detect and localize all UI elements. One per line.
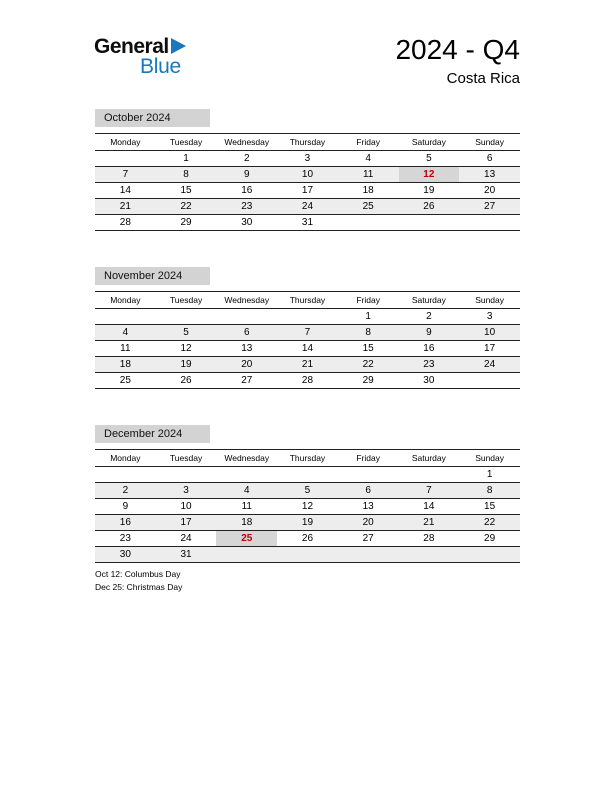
day-cell: 25 [119,375,131,386]
quarter-title: 2024 - Q4 [395,34,520,65]
day-cell: 21 [423,517,435,528]
day-cell: 18 [119,359,131,370]
region-label: Costa Rica [446,70,520,87]
day-cell: 28 [119,217,131,228]
day-cell: 25 [362,201,374,212]
weekday-header: Sunday [459,292,520,309]
weekday-header: Thursday [277,134,338,151]
day-cell: 4 [365,153,371,164]
week-row [95,499,520,515]
day-cell: 20 [362,517,374,528]
day-cell: 9 [243,169,250,180]
weekday-header: Wednesday [216,292,277,309]
day-cell: 25 [216,531,277,547]
day-cell: 18 [362,185,374,196]
day-cell: 4 [243,485,250,496]
week-row [95,373,520,389]
month-november [95,267,520,389]
day-cell: 24 [484,359,496,370]
months-container [95,109,520,599]
weekday-header-row [95,450,520,467]
day-cell: 28 [301,375,314,386]
empty-cell [277,547,338,563]
weekday-header: Tuesday [156,450,217,467]
weekday-header: Thursday [277,292,338,309]
day-cell: 29 [180,217,192,228]
day-cell: 6 [243,327,250,338]
day-cell: 20 [484,185,496,196]
week-row [95,483,520,499]
week-row [95,167,520,183]
day-cell: 12 [399,167,460,183]
empty-cell [216,467,277,483]
day-cell: 24 [301,201,314,212]
day-cell: 14 [119,185,131,196]
day-cell: 4 [122,327,129,338]
day-cell: 1 [183,153,189,164]
weekday-header: Monday [95,134,156,151]
day-cell: 19 [180,359,192,370]
day-cell: 31 [301,217,314,228]
day-cell: 1 [486,469,493,480]
week-row [95,531,520,547]
day-cell: 12 [180,343,192,354]
day-cell: 11 [120,343,131,354]
day-cell: 19 [301,517,314,528]
weekday-header: Wednesday [216,450,277,467]
day-cell: 17 [484,343,496,354]
weekday-header: Saturday [399,450,460,467]
day-cell: 21 [301,359,314,370]
day-cell: 7 [426,485,432,496]
empty-cell [399,215,460,231]
week-row [95,467,520,483]
week-row [95,151,520,167]
holiday-footnotes [95,568,182,594]
day-cell: 15 [484,501,496,512]
weekday-header-row [95,292,520,309]
day-cell: 6 [486,153,493,164]
day-cell: 5 [304,485,311,496]
calendar-table [95,291,520,389]
weekday-header: Tuesday [156,292,217,309]
day-cell: 17 [301,185,314,196]
weekday-header: Monday [95,450,156,467]
day-cell: 11 [362,169,374,180]
day-cell: 27 [484,201,496,212]
weekday-header-row [95,134,520,151]
day-cell: 20 [241,359,253,370]
day-cell: 22 [484,517,496,528]
day-cell: 3 [183,485,189,496]
empty-cell [95,309,156,325]
empty-cell [399,547,460,563]
week-row [95,199,520,215]
weekday-header: Sunday [459,450,520,467]
day-cell: 26 [301,533,314,544]
day-cell: 12 [301,501,314,512]
empty-cell [277,309,338,325]
day-cell: 10 [484,327,496,338]
day-cell: 3 [304,153,311,164]
day-cell: 9 [122,501,129,512]
day-cell: 5 [183,327,189,338]
week-row [95,325,520,341]
day-cell: 13 [241,343,253,354]
empty-cell [459,215,520,231]
day-cell: 8 [183,169,189,180]
day-cell: 28 [423,533,435,544]
general-blue-logo [94,36,186,77]
weekday-header: Friday [338,292,399,309]
empty-cell [459,373,520,389]
day-cell: 27 [362,533,374,544]
day-cell: 26 [180,375,192,386]
day-cell: 30 [241,217,253,228]
day-cell: 6 [365,485,371,496]
logo-text-blue: Blue [140,55,181,78]
day-cell: 7 [304,327,311,338]
empty-cell [338,467,399,483]
day-cell: 16 [423,343,435,354]
day-cell: 13 [362,501,374,512]
day-cell: 9 [426,327,432,338]
day-cell: 31 [180,549,192,560]
day-cell: 16 [241,185,253,196]
day-cell: 13 [484,169,496,180]
day-cell: 16 [119,517,131,528]
day-cell: 24 [180,533,192,544]
month-december [95,425,520,563]
day-cell: 22 [362,359,374,370]
empty-cell [459,547,520,563]
week-row [95,309,520,325]
day-cell: 15 [180,185,192,196]
calendar-table [95,133,520,231]
month-title: November 2024 [95,267,210,285]
day-cell: 2 [426,311,432,322]
day-cell: 8 [486,485,493,496]
week-row [95,341,520,357]
day-cell: 7 [122,169,129,180]
day-cell: 29 [362,375,374,386]
weekday-header: Wednesday [216,134,277,151]
day-cell: 23 [423,359,435,370]
empty-cell [95,151,156,167]
day-cell: 8 [365,327,371,338]
empty-cell [338,215,399,231]
day-cell: 22 [180,201,192,212]
weekday-header: Thursday [277,450,338,467]
day-cell: 30 [423,375,435,386]
page-header [395,34,520,87]
week-row [95,183,520,199]
weekday-header: Tuesday [156,134,217,151]
month-title: October 2024 [95,109,210,127]
day-cell: 18 [241,517,253,528]
day-cell: 5 [426,153,432,164]
weekday-header: Friday [338,450,399,467]
logo-text-general: General [94,35,169,58]
day-cell: 29 [484,533,496,544]
empty-cell [277,467,338,483]
day-cell: 14 [423,501,435,512]
day-cell: 10 [180,501,192,512]
day-cell: 10 [301,169,314,180]
weekday-header: Saturday [399,292,460,309]
empty-cell [95,467,156,483]
empty-cell [399,467,460,483]
day-cell: 2 [122,485,129,496]
empty-cell [156,309,217,325]
day-cell: 27 [241,375,253,386]
day-cell: 15 [362,343,374,354]
day-cell: 14 [301,343,314,354]
empty-cell [216,309,277,325]
logo-triangle-icon [171,38,186,54]
month-title: December 2024 [95,425,210,443]
weekday-header: Monday [95,292,156,309]
week-row [95,215,520,231]
footnote-christmas-day: Dec 25: Christmas Day [95,582,183,592]
footnote-columbus-day: Oct 12: Columbus Day [95,569,181,579]
day-cell: 3 [486,311,493,322]
day-cell: 1 [365,311,371,322]
empty-cell [338,547,399,563]
day-cell: 30 [119,549,131,560]
calendar-table [95,449,520,563]
weekday-header: Friday [338,134,399,151]
empty-cell [156,467,217,483]
weekday-header: Saturday [399,134,460,151]
day-cell: 23 [119,533,131,544]
weekday-header: Sunday [459,134,520,151]
month-october [95,109,520,231]
day-cell: 11 [241,501,252,512]
day-cell: 17 [180,517,192,528]
empty-cell [216,547,277,563]
week-row [95,547,520,563]
day-cell: 21 [119,201,131,212]
day-cell: 26 [423,201,435,212]
day-cell: 2 [243,153,250,164]
day-cell: 23 [241,201,253,212]
week-row [95,357,520,373]
week-row [95,515,520,531]
day-cell: 19 [423,185,435,196]
